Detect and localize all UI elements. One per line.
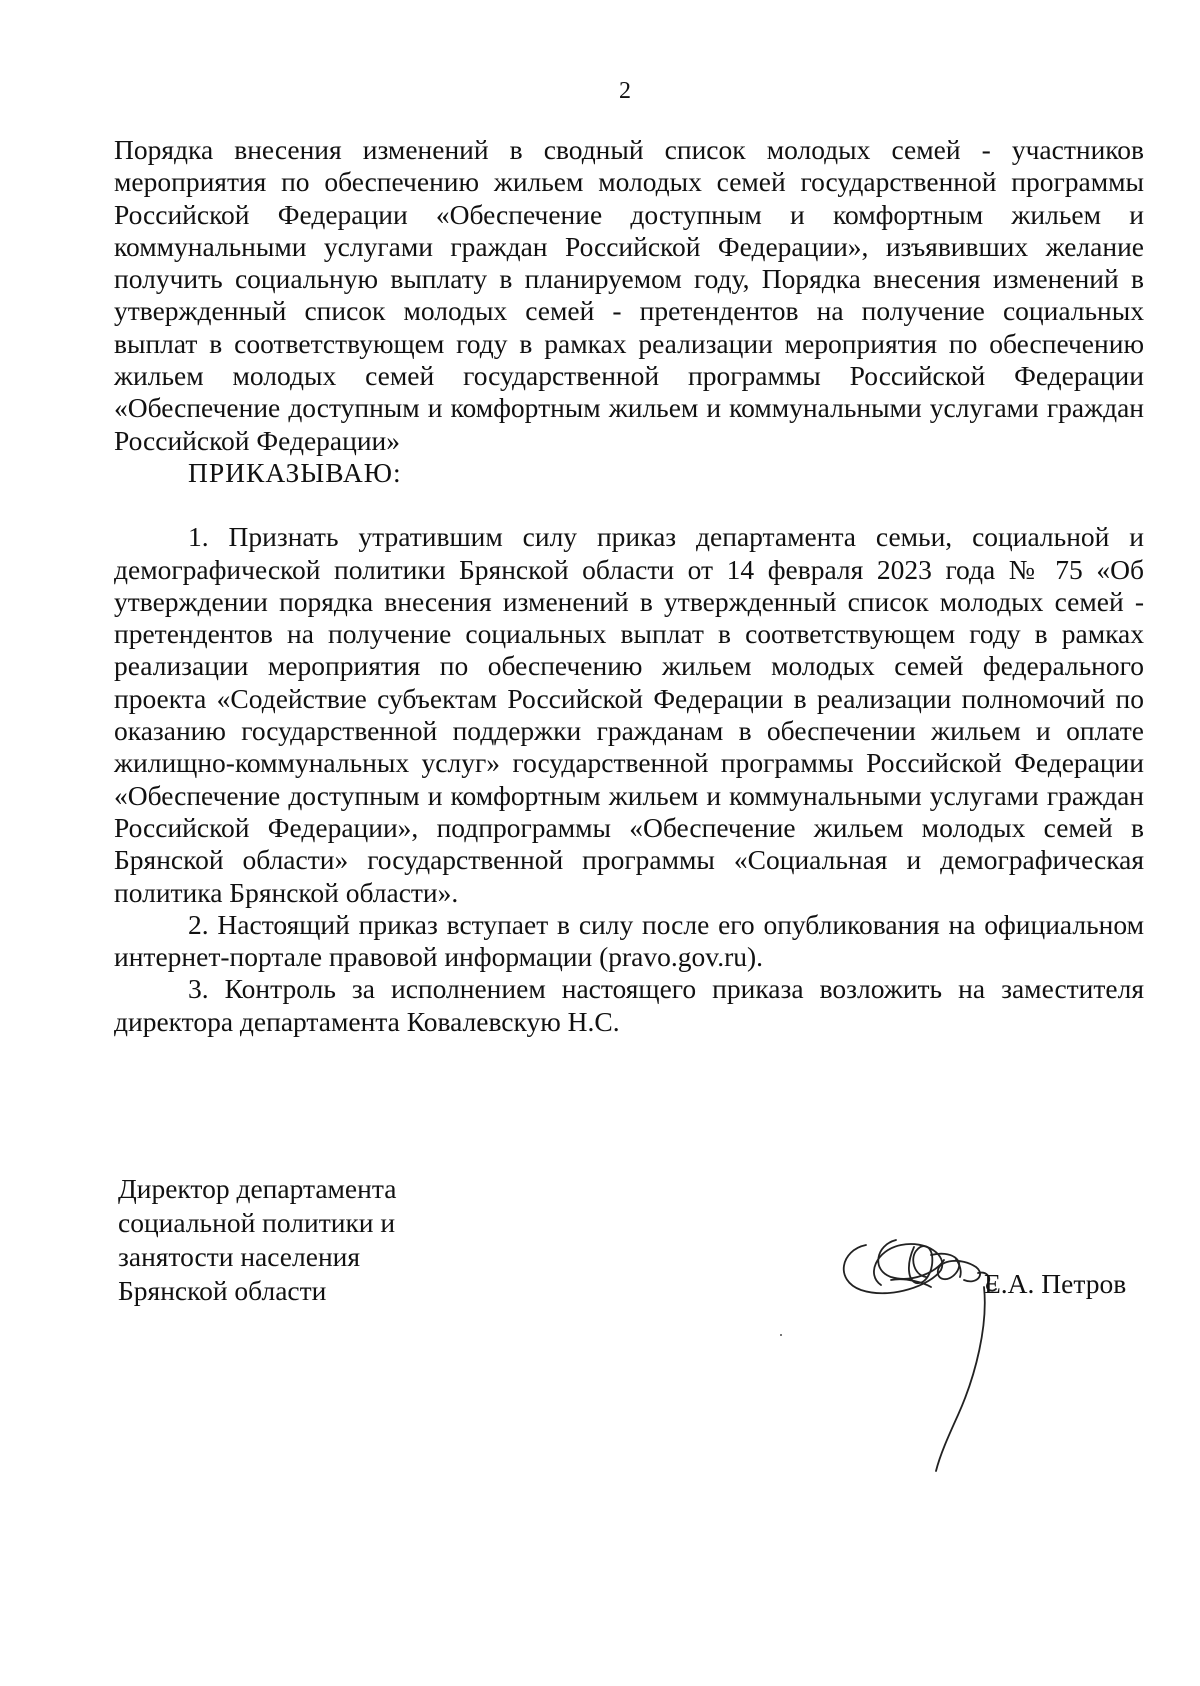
signatory-position [118,1172,498,1308]
scan-speck [780,1334,782,1336]
signatory-name: Е.А. Петров [984,1268,1127,1299]
signatory-position-line: Директор департамента [118,1173,397,1204]
signatory-position-line: занятости населения [118,1241,361,1272]
document-body [114,134,1144,1038]
intro-paragraph: Порядка внесения изменений в сводный список молодых семей - участников мероприятия по обеспечению жильем молодых семей государственной программы Российской Федерации «Обеспечение доступным и комфортным жильем и коммунальными услугами граждан Российской Федерации», изъявивших желание получить социальную выплату в планируемом году, Порядка внесения изменений в утвержденный список молодых семей - претендентов на получение социальных выплат в соответствующем году в рамках реализации мероприятия по обеспечению жильем молодых семей государственной программы Российской Федерации «Обеспечение доступным и комфортным жильем и коммунальными услугами граждан Российской Федерации» [114,134,1144,456]
order-heading: ПРИКАЗЫВАЮ: [188,456,402,488]
signatory-position-line: Брянской области [118,1275,327,1306]
order-item-2: 2. Настоящий приказ вступает в силу после его опубликования на официальном интернет-портале правовой информации (pravo.gov.ru). [114,908,1144,973]
order-item-1: 1. Признать утратившим силу приказ департамента семьи, социальной и демографической политики Брянской области от 14 февраля 2023 года № 75 «Об утверждении порядка внесения изменений в утвержденный список молодых семей - претендентов на получение социальных выплат в соответствующем году в рамках реализации мероприятия по обеспечению жильем молодых семей федерального проекта «Содействие субъектам Российской Федерации в реализации полномочий по оказанию государственной поддержки гражданам в обеспечении жильем и оплате жилищно-коммунальных услуг» государственной программы Российской Федерации «Обеспечение доступным и комфортным жильем и коммунальными услугами граждан Российской Федерации», подпрограммы «Обеспечение жильем молодых семей в Брянской области» государственной программы «Социальная и демографическая политика Брянской области». [114,521,1144,908]
signatory-position-line: социальной политики и [118,1207,396,1238]
spacer [114,489,1144,521]
handwritten-signature [836,1225,1016,1475]
order-item-3: 3. Контроль за исполнением настоящего приказа возложить на заместителя директора департамента Ковалевскую Н.С. [114,973,1144,1037]
page-number: 2 [619,78,631,104]
